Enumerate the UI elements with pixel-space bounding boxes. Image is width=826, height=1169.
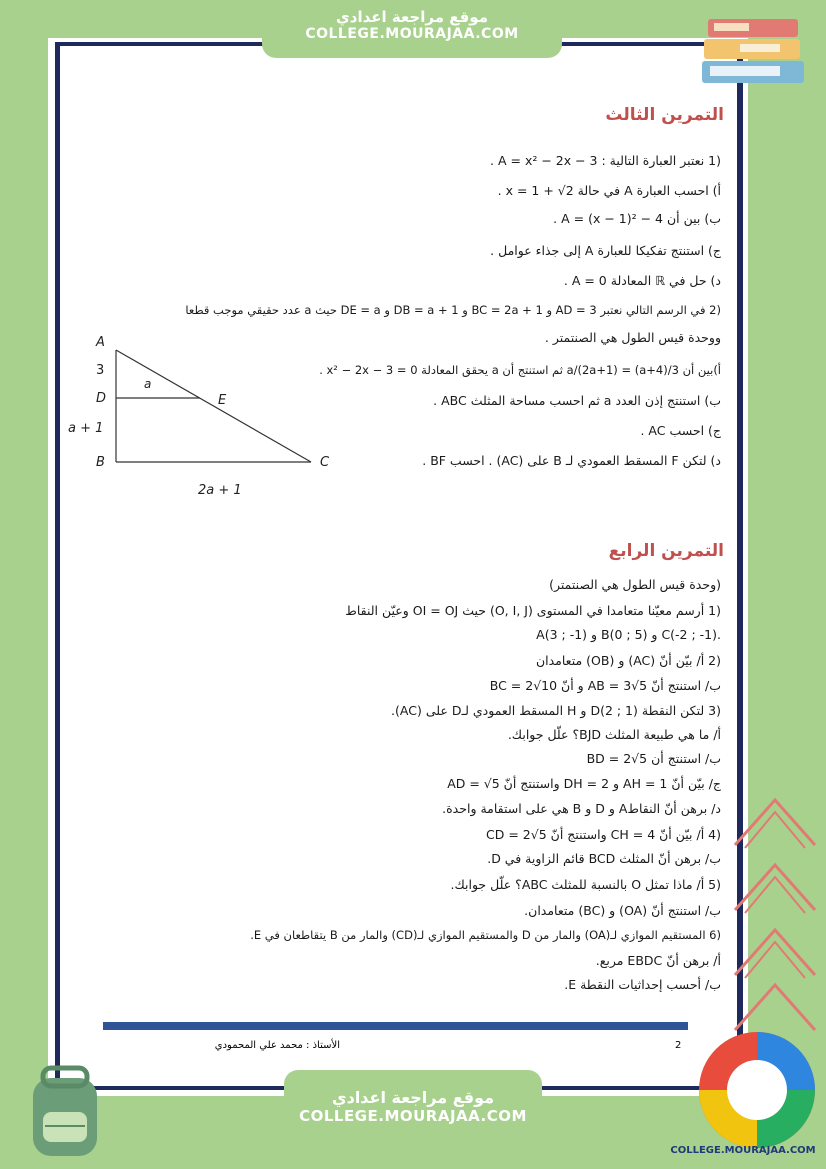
exercise3-title: التمرين الثالث xyxy=(605,105,724,125)
ex4-line-14: ب/ استنتج أنّ (OA) و (BC) متعامدان. xyxy=(524,903,721,918)
ex4-line-1: (وحدة قيس الطول هي الصنتمتر) xyxy=(549,577,721,592)
ex4-line-5: ب/ استنتج أنّ AB = 3√5 و أنّ BC = 2√10 xyxy=(489,678,721,693)
site-logo-icon[interactable] xyxy=(695,1028,820,1153)
backpack-icon xyxy=(15,1060,115,1160)
ex4-line-8: ب/ استنتج أن BD = 2√5 xyxy=(586,751,721,766)
ex4-line-13: (5 أ/ ماذا تمثل O بالنسبة للمثلث ABC؟ علّل جوابك. xyxy=(450,877,721,892)
ex4-line-6: (3 لتكن النقطة D(2 ; 1) و H المسقط العمودي لـD على (AC). xyxy=(391,703,721,718)
ex4-line-2: (1 أرسم معيّنا متعامدا في المستوى (O, I, J) حيث OI = OJ وعيّن النقاط xyxy=(345,603,721,618)
books-icon xyxy=(700,15,810,90)
footer-banner[interactable] xyxy=(284,1070,542,1150)
label-A: A xyxy=(96,335,105,350)
ex4-line-12: ب/ برهن أنّ المثلث BCD قائم الزاوية في D. xyxy=(487,851,721,866)
chevron-up-icon xyxy=(730,790,820,850)
page-border-left xyxy=(55,42,60,1090)
label-C: C xyxy=(320,455,330,470)
label-D: D xyxy=(96,391,107,406)
ex4-line-7: أ/ ما هي طبيعة المثلث BJD؟ علّل جوابك. xyxy=(507,727,721,742)
footer-bar xyxy=(103,1022,688,1030)
header-site-ar: موقع مراجعة اعدادي xyxy=(336,8,488,26)
label-de: a xyxy=(144,377,152,391)
ex4-line-4: (2 أ/ بيّن أنّ (AC) و (OB) متعامدان xyxy=(535,653,721,668)
label-E: E xyxy=(218,393,227,408)
ex3-line-10: ج) احسب AC . xyxy=(640,423,721,438)
ex3-line-7: ووحدة قيس الطول هي الصنتمتر . xyxy=(544,330,721,345)
ex4-line-11: (4 أ/ بيّن أنّ CH = 4 واستنتج أنّ CD = 2√5 xyxy=(486,827,721,842)
ex4-line-15: (6 المستقيم الموازي لـ(OA) والمار من D والمستقيم الموازي لـ(CD) والمار من B يتقاطعان في E. xyxy=(250,928,721,942)
header-site-en: COLLEGE.MOURAJAA.COM xyxy=(305,26,519,42)
ex3-line-5: د) حل في ℝ المعادلة A = 0 . xyxy=(563,273,721,288)
triangle-figure xyxy=(66,332,346,502)
footer-author: الأستاذ : محمد علي المحمودي xyxy=(214,1040,340,1051)
page-number: 2 xyxy=(675,1040,682,1051)
chevron-up-icon xyxy=(730,975,820,1035)
document-content xyxy=(64,95,729,1085)
header-banner[interactable] xyxy=(262,0,562,58)
ex3-line-8: أ)بين أن 3/(a+4) = a/(2a+1) ثم استنتج أن a يحقق المعادلة x² − 2x − 3 = 0 . xyxy=(319,363,721,377)
ex3-line-4: ج) استنتج تفكيكا للعبارة A إلى جذاء عوامل . xyxy=(490,243,721,258)
label-B: B xyxy=(96,455,105,470)
ex4-line-3: .C(-2 ; -1) و B(0 ; 5) و A(3 ; -1) xyxy=(536,627,721,642)
label-bc: 2a + 1 xyxy=(198,483,242,498)
ex3-line-2: أ) احسب العبارة A في حالة x = 1 + √2 . xyxy=(497,183,721,198)
ex3-line-6: (2 في الرسم التالي نعتبر AD = 3 و BC = 2a + 1 و DB = a + 1 و DE = a حيث a عدد حقيقي موجب قطعا xyxy=(185,303,721,317)
ex3-line-3: ب) بين أن A = (x − 1)² − 4 . xyxy=(553,211,721,226)
footer-site-en: COLLEGE.MOURAJAA.COM xyxy=(299,1107,527,1125)
exercise4-title: التمرين الرابع xyxy=(608,541,724,561)
ex4-line-10: د/ برهن أنّ النقاطA و D و B هي على استقامة واحدة. xyxy=(442,801,721,816)
label-db: a + 1 xyxy=(68,421,104,436)
ex4-line-17: ب/ أحسب إحداثيات النقطة E. xyxy=(564,977,721,992)
footer-site-ar: موقع مراجعة اعدادي xyxy=(331,1088,495,1107)
ex4-line-16: أ/ برهن أنّ EBDC مربع. xyxy=(595,953,721,968)
label-ad: 3 xyxy=(96,363,105,378)
chevron-up-icon xyxy=(730,855,820,915)
ex4-line-9: ج/ بيّن أنّ AH = 1 و DH = 2 واستنتج أنّ AD = √5 xyxy=(447,776,721,791)
chevron-up-icon xyxy=(730,920,820,980)
ex3-line-1: (1 نعتبر العبارة التالية : A = x² − 2x − 3 . xyxy=(490,153,721,168)
ex3-line-11: د) لتكن F المسقط العمودي لـ B على (AC) . احسب BF . xyxy=(422,453,721,468)
ex3-line-9: ب) استنتج إذن العدد a ثم احسب مساحة المثلث ABC . xyxy=(433,393,721,408)
logo-caption: COLLEGE.MOURAJAA.COM xyxy=(670,1145,816,1156)
